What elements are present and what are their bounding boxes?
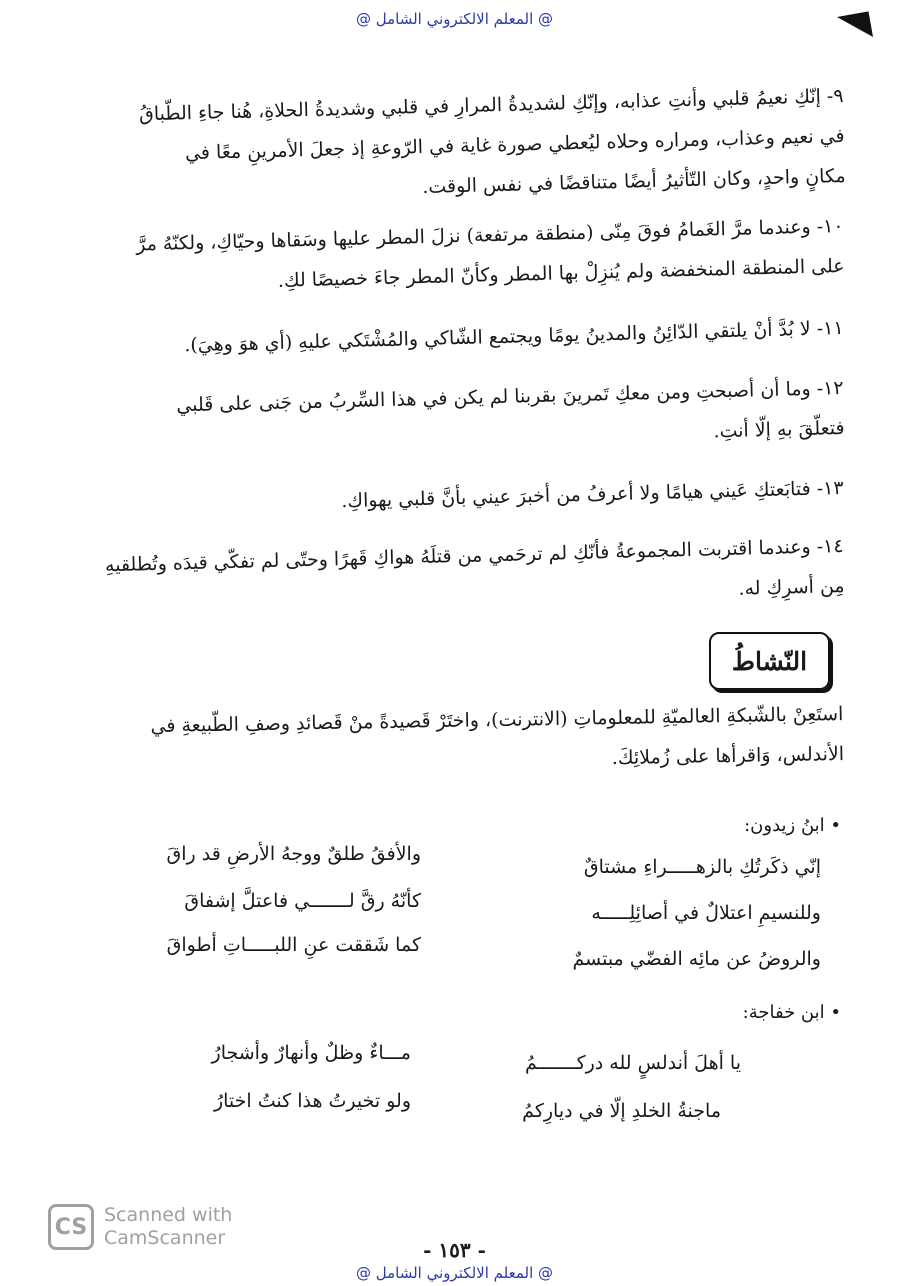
list-item — [63, 308, 844, 368]
verse-right: والروضُ عن مائِه الفضّي مبتسمٌ — [572, 948, 821, 970]
activity-instructions — [53, 694, 844, 788]
verse-left: كأنّهُ رقَّ لـــــــي فاعتلَّ إشفاقَ — [184, 890, 421, 912]
item-number: ١٠- — [816, 214, 844, 238]
verse-left: مـــاءٌ وظلٌ وأنهارٌ وأشجارُ — [211, 1042, 411, 1064]
verse-right: إنّي ذكَرتُكِ بالزهـــــراءِ مشتاقٌ — [583, 856, 821, 878]
list-item — [63, 76, 846, 216]
activity-title: النّشاطُ — [731, 646, 808, 676]
header-link[interactable]: @ المعلم الالكتروني الشامل @ — [355, 10, 554, 28]
item-line: وعندما مرَّ الغَمامُ فوقَ مِنّى (منطقة مرتفعة) نزلَ المطر عليها وسَقاها وحيّاكِ، ولكنّهُ مرَّ — [135, 215, 811, 256]
item-number: ١٤- — [816, 534, 844, 558]
poet-name: • ابنُ زيدون: — [744, 815, 841, 836]
item-line: إنّكِ نعيمُ قلبي وأنتِ عذابه، وإنّكِ لشديدةُ المرارِ في قلبي وشديدةُ الحلاةِ، هُنا جاءِ الطّباقُ — [138, 85, 822, 126]
item-line: مكانٍ واحدٍ، وكان التّأثيرُ أيضًا متناقضًا في نفس الوقت. — [422, 164, 846, 199]
verse-left: ولو تخيرتُ هذا كنتُ اختارُ — [213, 1090, 411, 1112]
item-number: ١١- — [816, 316, 844, 340]
footer-link[interactable]: @ المعلم الالكتروني الشامل @ — [355, 1264, 554, 1282]
item-line: مِن أسرِكِ له. — [738, 574, 845, 600]
page-number: - ١٥٣ - — [423, 1238, 486, 1262]
item-line: لا بُدَّ أنْ يلتقي الدّائِنُ والمدينُ يومًا ويجتمع الشّاكي والمُشْتَكي عليهِ (أي هوَ وهِيَ). — [183, 317, 811, 357]
item-number: ١٣- — [816, 476, 844, 500]
activity-heading — [709, 632, 830, 690]
item-line: على المنطقة المنخفضة ولم يُنزِلْ بها المطر وكأنّ المطر جاءَ خصيصًا لكِ. — [277, 254, 845, 292]
item-number: ١٢- — [816, 376, 844, 400]
item-line: فتابَعتكِ عَيني هيامًا ولا أعرفُ من أخبرَ عيني بأنَّ قلبي يهواكِ. — [341, 477, 811, 513]
instruction-line: استَعِنْ بالشّبكةِ العالميّةِ للمعلوماتِ (الانترنت)، واختَرْ قَصيدةً منْ قَصائدِ وصفِ الطّبيعةِ في — [150, 702, 844, 738]
item-line: وعندما اقتربت المجموعةُ فأنّكِ لم ترحَمي من قتلَهُ هواكِ قَهرًا وحتّى لم تفكّي قيدَه وتُطلقيهِ — [104, 535, 811, 577]
scanner-line: Scanned with — [104, 1204, 233, 1226]
item-number: ٩- — [826, 84, 844, 108]
item-line: في نعيم وعذاب، ومراره وحلاه ليُعطي صورة غاية في الرّوعةِ إذ جعلَ الأمرينِ معًا في — [184, 124, 845, 165]
verse-left: كما شَققت عنِ اللبـــــاتِ أطواقَ — [166, 934, 421, 956]
verse-left: والأفقُ طلقٌ ووجهُ الأرضِ قد راقَ — [166, 843, 421, 865]
poet-name: • ابن خفاجة: — [742, 1002, 841, 1023]
list-item — [63, 468, 844, 528]
instruction-line: الأندلس، وَاقرأها على زُملائِكَ. — [611, 742, 845, 770]
corner-mark — [837, 11, 873, 42]
list-item — [63, 368, 845, 468]
list-item — [63, 206, 845, 306]
list-item — [63, 526, 845, 626]
scanner-line: CamScanner — [104, 1227, 226, 1249]
verse-right: يا أهلَ أندلسٍ لله دركـــــــمُ — [524, 1052, 741, 1074]
item-line: وما أن أصبحتِ ومن معكِ تَمرينَ بقربنا لم يكن في هذا السِّربُ من جَنى على قَلبي — [176, 377, 811, 417]
verse-right: ماجنةُ الخلدِ إلّا في ديارِكمُ — [522, 1100, 721, 1122]
verse-right: وللنسيمِ اعتلالٌ في أصائِلِـــــه — [591, 902, 821, 924]
item-line: فتعلّقَ بهِ إلّا أنتِ. — [713, 416, 845, 443]
camscanner-logo: CS — [48, 1204, 94, 1250]
